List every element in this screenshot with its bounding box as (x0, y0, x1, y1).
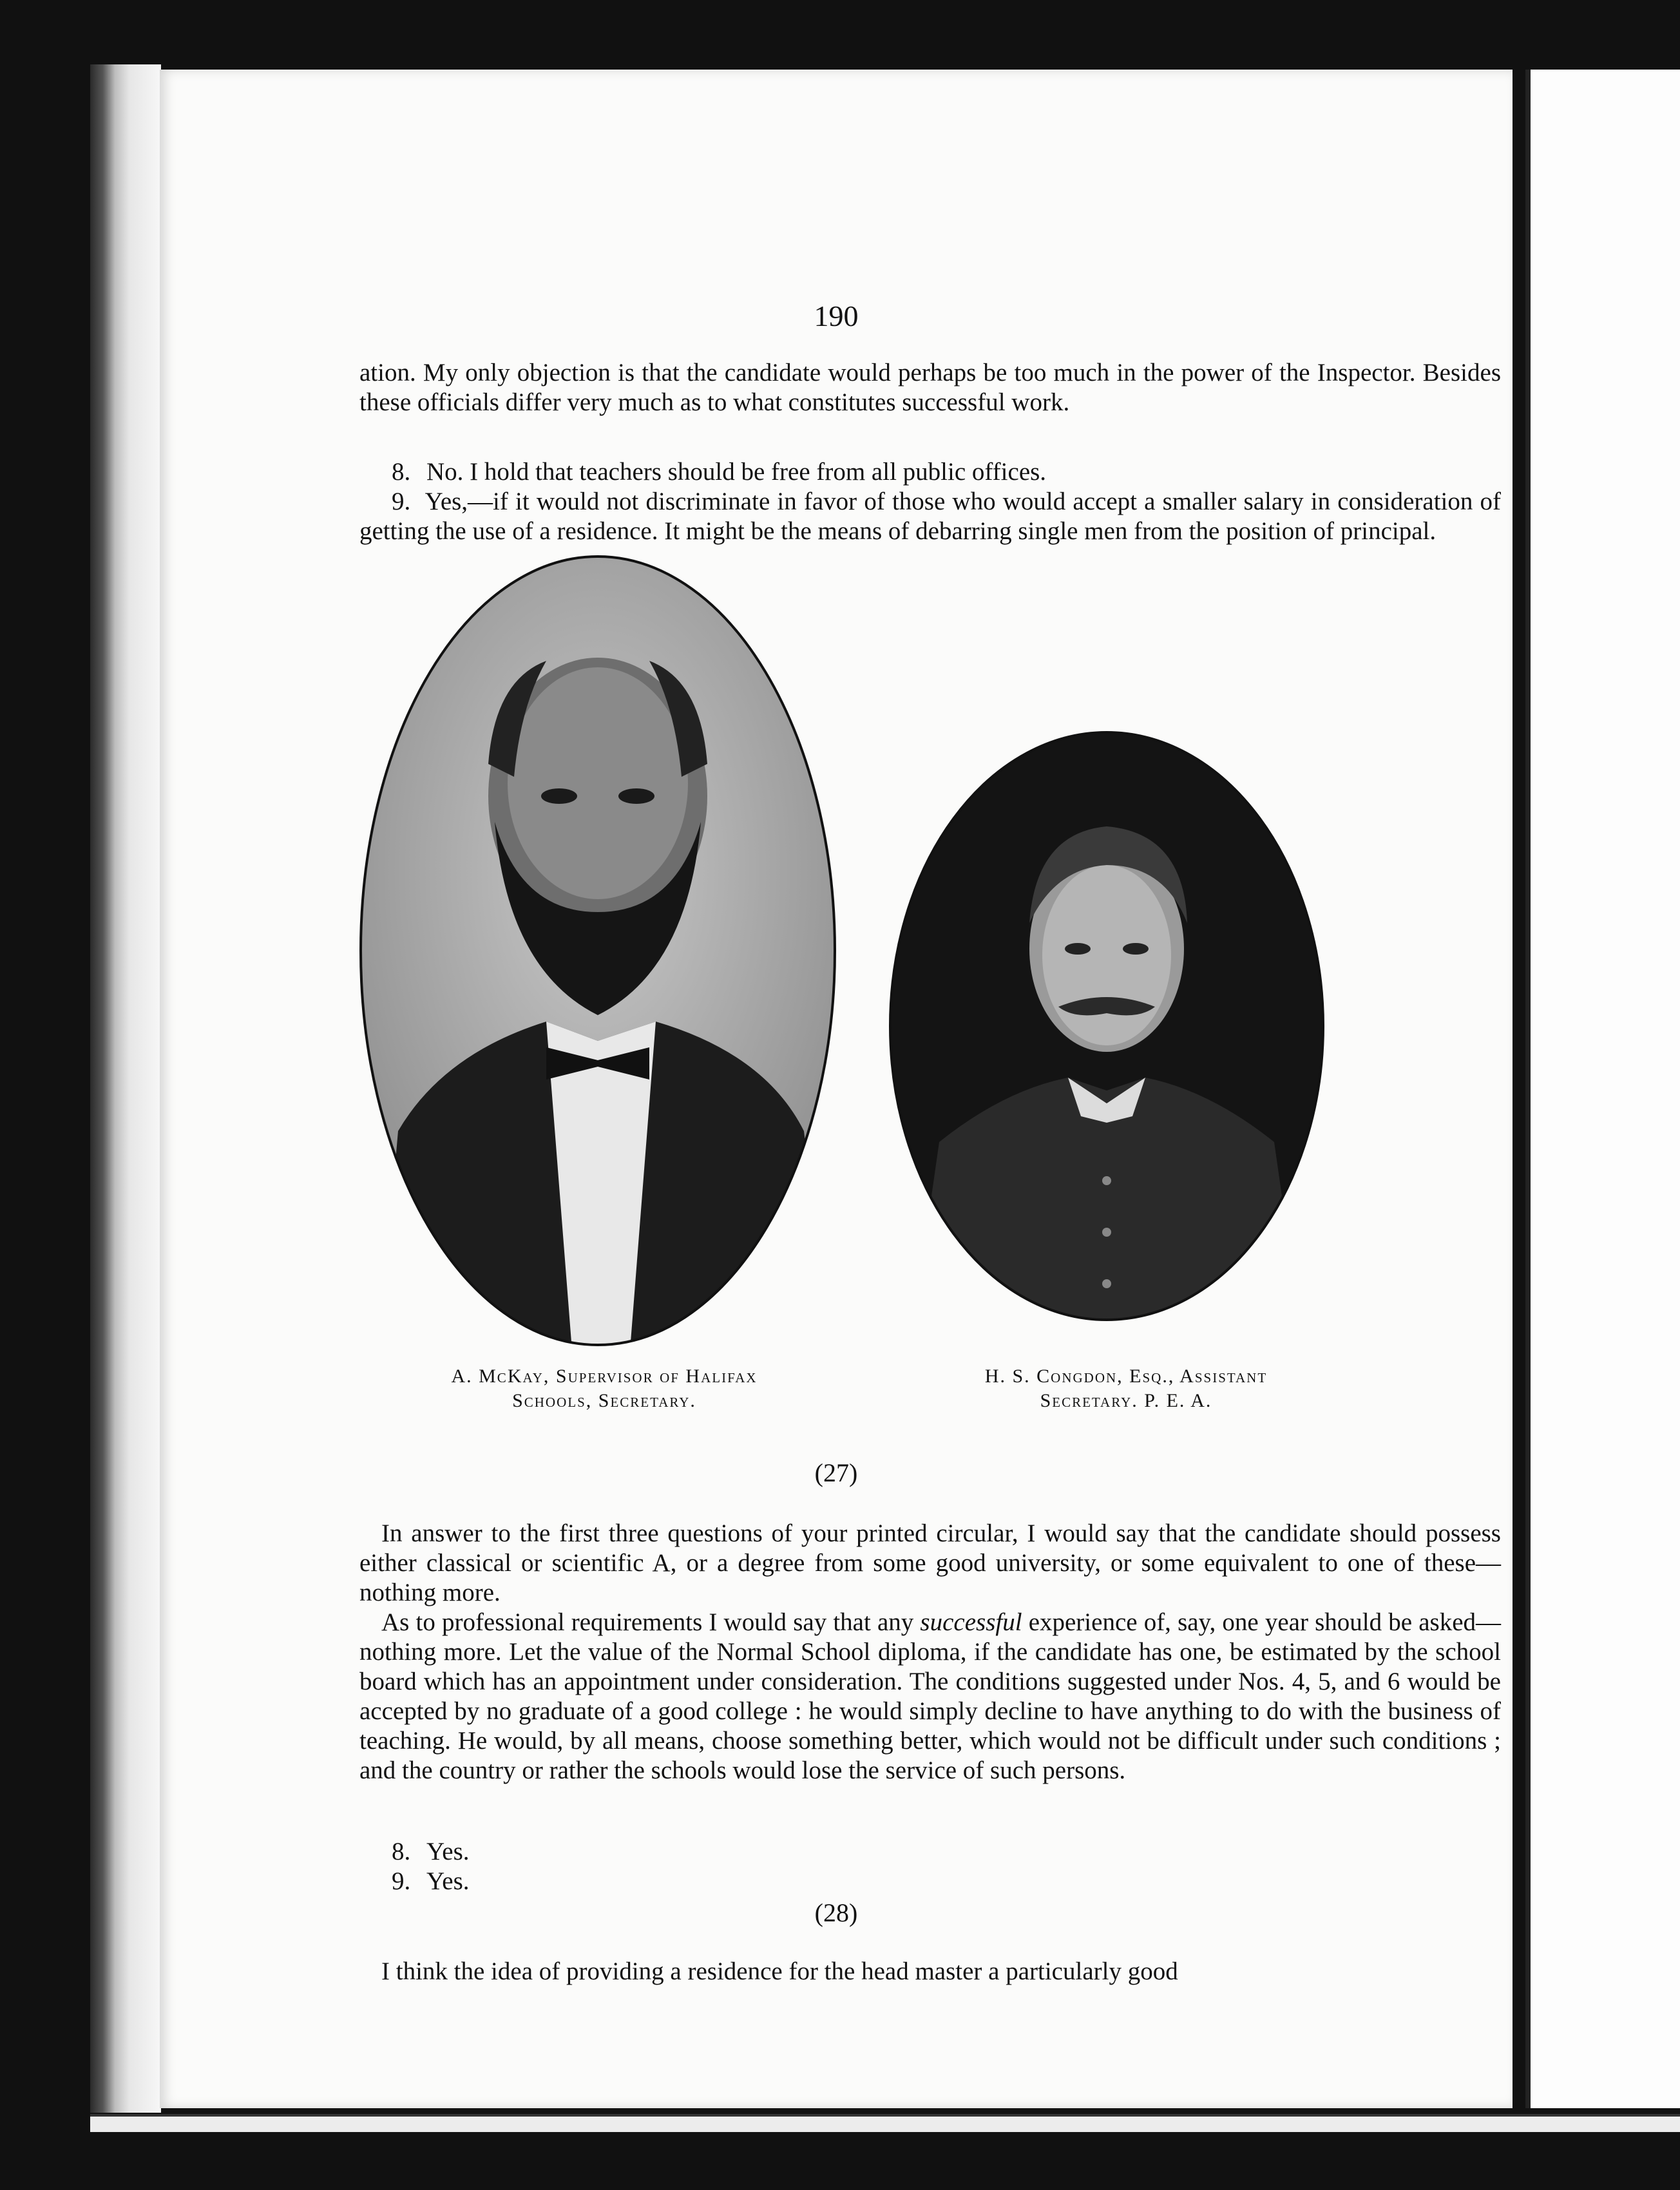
answer-number: 9. (392, 488, 411, 515)
portrait-caption-congdon (881, 1364, 1371, 1413)
section-28-paragraph-1: I think the idea of providing a residence for the head master a particularly good (381, 1957, 1178, 1985)
section-27-paragraph-1: In answer to the first three questions of your printed circular, I would say that the candidate should possess either classical or scientific A, or a degree from some good university, or some equivalent to one of these—nothing more. (359, 1519, 1501, 1606)
answer-text: Yes. (426, 1838, 470, 1865)
portrait-caption-mckay (353, 1364, 855, 1413)
facing-page-edge (1525, 70, 1680, 2108)
caption-line: A. McKay, Supervisor of Halifax (451, 1366, 758, 1387)
answer-9 (359, 487, 1501, 546)
paragraph-text: As to professional requirements I would say that any (381, 1608, 914, 1636)
answer-text: Yes. (426, 1867, 470, 1895)
emphasized-word: successful (920, 1608, 1022, 1636)
page-number: 190 (814, 300, 859, 332)
portrait-mckay (353, 551, 843, 1350)
paragraph-text: experience of, say, one year should be asked—nothing more. Let the value of the Normal School diploma, if the candidate has one, be estimated by the school board which has an appointment under consideration. The conditions suggested under Nos. 4, 5, and 6 would be accepted by no graduate of a good college : he would simply decline to have anything to do with the business of teaching. He would, by all means, choose something better, which would not be difficult under such conditions ; and the country or rather the schools would lose the service of such persons. (359, 1608, 1502, 1784)
answer-number: 8. (392, 1838, 411, 1865)
answer-text: Yes,—if it would not discriminate in favor of those who would accept a smaller salary in consideration of getting the use of a residence. It might be the means of debarring single men from the position of principal. (359, 488, 1502, 545)
caption-line: H. S. Congdon, Esq., Assistant (984, 1366, 1268, 1387)
book-page (160, 70, 1513, 2108)
answer-8 (392, 457, 1046, 487)
caption-line: Schools, Secretary. (512, 1390, 696, 1411)
page-bottom-edge (90, 2114, 1680, 2132)
section-27-answer-8 (392, 1837, 470, 1867)
section-27-answer-9 (392, 1867, 470, 1896)
section-27-paragraph-2 (359, 1608, 1501, 1785)
book-binding (90, 64, 161, 2113)
answer-number: 9. (392, 1867, 411, 1895)
section-28-heading: (28) (814, 1898, 858, 1927)
section-27-heading: (27) (814, 1458, 858, 1487)
answer-text: No. I hold that teachers should be free from all public offices. (426, 458, 1047, 486)
opening-paragraph: ation. My only objection is that the candidate would perhaps be too much in the power of the Inspector. Besides these officials differ very much as to what constitutes successful work. (359, 359, 1501, 416)
answer-number: 8. (392, 458, 411, 486)
portrait-congdon (888, 730, 1326, 1322)
caption-line: Secretary. P. E. A. (1040, 1390, 1212, 1411)
